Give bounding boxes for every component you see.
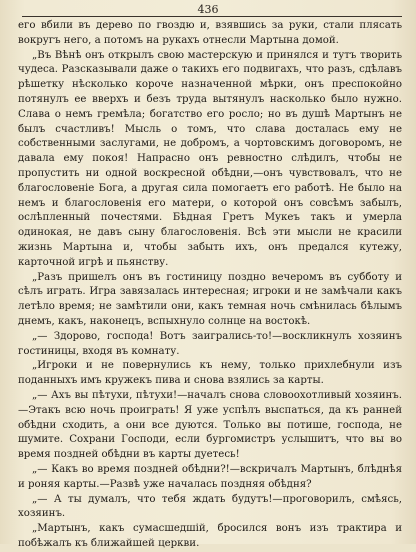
body-text bbox=[18, 19, 402, 552]
paragraph: „— Ахъ вы пѣтухи, пѣтухи!—началъ снова словоохотливый хозяинъ.—Этакъ всю ночь проиграть! Я уже успѣлъ выспаться, да къ ранней обѣдни сходить, а они все дуются. Только вы потише, господа, не шумите. Сохрани Господи, если бургомистръ услышитъ, что вы во время поздней обѣдни въ карты дуетесь! bbox=[18, 389, 402, 461]
header-rule bbox=[22, 16, 402, 17]
paragraph: „Въ Вѣнѣ онъ открылъ свою мастерскую и принялся и тутъ творить чудеса. Разсказывали даже о такихъ его подвигахъ, что разъ, сдѣлавъ рѣшетку нѣсколько короче назначенной мѣрки, онъ преспокойно потянулъ ее вверхъ и безъ труда вытянулъ насколько было нужно. Слава о немъ гремѣла; богатство его росло; но въ душѣ Мартынъ не былъ счастливъ! Мысль о томъ, что слава досталась ему не собственными заслугами, не добромъ, а чортовскимъ договоромъ, не давала ему покоя! Напрасно онъ ревностно слѣдилъ, чтобы не пропустить ни одной воскресной обѣдни,—онъ чувствовалъ, что не благословеніе Бога, а другая сила помогаетъ его работѣ. Не было на немъ и благословенія его матери, о которой онъ совсѣмъ забылъ, ослѣпленный почестями. Бѣдная Гретъ Мукеъ такъ и умерла одинокая, не давъ сыну благословенія. Всѣ эти мысли не красили жизнь Мартына и, чтобы забыть ихъ, онъ предался кутежу, карточной игрѣ и пьянству. bbox=[18, 49, 402, 268]
paragraph: „Разъ пришелъ онъ въ гостиницу поздно вечеромъ въ субботу и сѣлъ играть. Игра завязалась интересная; игроки и не замѣчали какъ летѣло время; не замѣтили они, какъ темная ночь смѣнилась бѣлымъ днемъ, какъ, наконецъ, вспыхнуло солнце на востокѣ. bbox=[18, 271, 402, 327]
paragraph: его вбили въ дерево по гвоздю и, взявшись за руки, стали плясать вокругъ него, а потомъ на рукахъ отнесли Мартына домой. bbox=[18, 20, 402, 46]
paragraph: „— Здорово, господа! Вотъ заигрались-то!—воскликнулъ хозяинъ гостиницы, входя въ комнату. bbox=[18, 330, 402, 357]
paragraph: „Мартынъ, какъ сумасшедшій, бросился вонъ изъ трактира и побѣжалъ къ ближайшей церкви. bbox=[18, 523, 402, 549]
paragraph: „— Какъ во время поздней обѣдни?!—вскричалъ Мартынъ, блѣднѣя и роняя карты.—Развѣ уже началась поздняя обѣдня? bbox=[18, 463, 402, 490]
paragraph: „Игроки и не повернулись къ нему, только прихлебнули изъ поданныхъ имъ кружекъ пива и снова взялись за карты. bbox=[18, 360, 402, 387]
paragraph: „— А ты думалъ, что тебя ждать будутъ!—проговорилъ, смѣясь, хозяинъ. bbox=[18, 493, 402, 520]
page-number: 436 bbox=[197, 3, 219, 16]
